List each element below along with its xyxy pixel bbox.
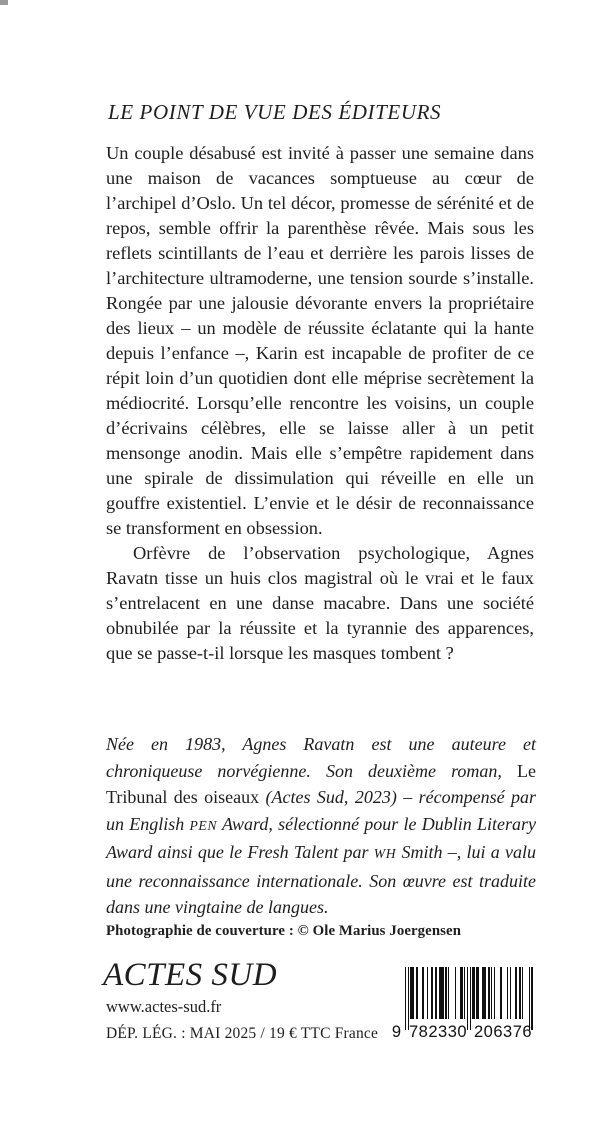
bio-text-2: (Actes Sud, 2023) – récompensé par un English — [106, 787, 536, 834]
barcode-digits-group1: 782330 — [409, 1023, 468, 1041]
author-bio — [106, 731, 536, 921]
synopsis — [106, 141, 534, 666]
barcode — [390, 967, 540, 1045]
bio-text-1: Née en 1983, Agnes Ravatn est une auteure et chroniqueuse norvégienne. Son deuxième roman, — [106, 734, 536, 781]
bio-text-3: Award, sélectionné pour le Dublin Literary Award ainsi que le Fresh Talent par — [106, 813, 536, 862]
publisher-website: www.actes-sud.fr — [106, 997, 222, 1016]
synopsis-paragraph-1: Un couple désabusé est invité à passer une semaine dans une maison de vacances somptueuse au cœur de l’archipel d’Oslo. Un tel décor, promesse de sérénité et de repos, semble offrir la parenthèse rêvée. Mais sous les reflets scintillants de l’eau et derrière les parois lisses de l’architecture ultramoderne, une tension sourde s’installe. Rongée par une jalousie dévorante envers la propriétaire des lieux – un modèle de réussite éclatante qui la hante depuis l’enfance –, Karin est incapable de profiter de ce répit loin d’un quotidien dont elle méprise secrètement la médiocrité. Lorsqu’elle rencontre les voisins, un couple d’écrivains célèbres, elle se laisse aller à un petit mensonge anodin. Mais elle s’empêtre rapidement dans une spirale de dissimulation qui réveille en elle un gouffre existentiel. L’envie et le désir de reconnaissance se transforment en obsession. — [106, 143, 534, 538]
collection-header: LE POINT DE VUE DES ÉDITEURS — [108, 100, 442, 124]
book-title: Le Tribunal des oiseaux — [106, 760, 536, 807]
barcode-digit-lead: 9 — [391, 1023, 402, 1041]
barcode-digits-group2: 206376 — [474, 1023, 533, 1041]
wh-smallcaps: WH — [373, 846, 397, 861]
scan-artifact — [0, 0, 8, 5]
legal-deposit-line: DÉP. LÉG. : MAI 2025 / 19 € TTC France — [106, 1025, 379, 1042]
cover-photo-credit: Photographie de couverture : © Ole Marius Joergensen — [106, 923, 462, 939]
barcode-bars — [405, 967, 533, 1030]
bio-text-4: Smith –, lui a valu une reconnaissance internationale. Son œuvre est traduite dans une vingtaine de langues. — [106, 842, 536, 917]
synopsis-paragraph-2: Orfèvre de l’observation psychologique, Agnes Ravatn tisse un huis clos magistral où le vrai et le faux s’entrelacent en une danse macabre. Dans une société obnubilée par la réussite et la tyrannie des apparences, que se passe-t-il lorsque les masques tombent ? — [106, 543, 534, 663]
pen-smallcaps: PEN — [189, 817, 218, 833]
publisher-logo: ACTES SUD — [103, 957, 278, 993]
